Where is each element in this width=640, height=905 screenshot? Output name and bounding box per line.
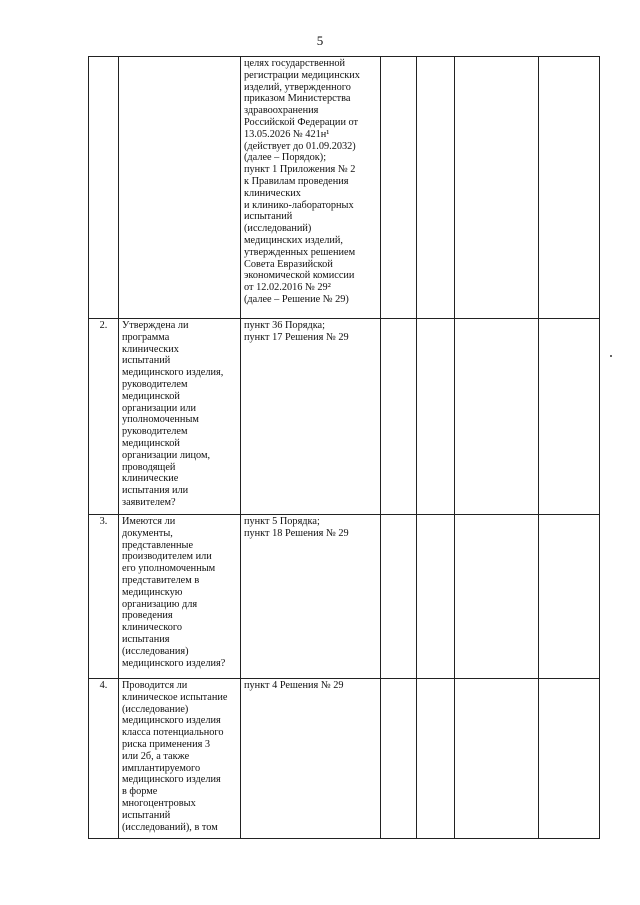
question-line: многоцентровых xyxy=(122,797,196,809)
question-line: заявителем? xyxy=(122,496,176,508)
question-line: клиническое испытание xyxy=(122,691,228,703)
question-line: испытаний xyxy=(122,355,171,367)
question-line: организации или xyxy=(122,402,197,414)
reference-line: (далее – Решение № 29) xyxy=(244,293,349,305)
reference-cell xyxy=(241,679,381,839)
question-line: медицинскую xyxy=(122,586,183,598)
reference-line: медицинских изделий, xyxy=(244,234,343,246)
reference-line: Совета Евразийской xyxy=(244,258,333,270)
question-line: организации лицом, xyxy=(122,449,211,461)
question-line: (исследований), в том xyxy=(122,821,218,833)
row-number: 3. xyxy=(89,515,119,679)
reference-cell xyxy=(241,515,381,679)
question-line: уполномоченным xyxy=(122,414,199,426)
reference-line: (действует до 01.09.2032) xyxy=(244,140,356,152)
table-row xyxy=(89,57,600,319)
note-cell xyxy=(539,57,600,319)
question-line: проводящей xyxy=(122,461,176,473)
reference-line: (исследований) xyxy=(244,223,312,235)
question-line: (исследования) xyxy=(122,645,189,657)
question-line: медицинского изделия? xyxy=(122,657,226,669)
reference-line: от 12.02.2016 № 29² xyxy=(244,282,331,294)
answer-yes-cell xyxy=(381,319,417,515)
answer-yes-cell xyxy=(381,57,417,319)
reference-line: пункт 4 Решения № 29 xyxy=(244,680,344,691)
question-line: документы, xyxy=(122,527,173,539)
reference-line: регистрации медицинских xyxy=(244,69,360,81)
question-line: его уполномоченным xyxy=(122,563,216,575)
page-number: 5 xyxy=(316,33,324,48)
question-line: медицинского изделия xyxy=(122,774,221,786)
question-line: риска применения 3 xyxy=(122,738,211,750)
question-line: клинического xyxy=(122,622,182,634)
row-number: 4. xyxy=(89,679,119,839)
question-line: или 2б, а также xyxy=(122,750,190,762)
not-applicable-cell xyxy=(455,515,539,679)
question-line: клинических xyxy=(122,343,179,355)
question-cell xyxy=(119,57,241,319)
note-cell xyxy=(539,319,600,515)
reference-line: здравоохранения xyxy=(244,105,319,117)
answer-yes-cell xyxy=(381,515,417,679)
note-cell xyxy=(539,679,600,839)
question-line: Утверждена ли xyxy=(122,320,189,331)
question-line: медицинской xyxy=(122,437,180,449)
answer-no-cell xyxy=(417,515,455,679)
question-line: представленные xyxy=(122,539,194,551)
reference-line: 13.05.2026 № 421н¹ xyxy=(244,128,330,140)
not-applicable-cell xyxy=(455,319,539,515)
reference-cell xyxy=(241,57,381,319)
question-line: (исследование) xyxy=(122,703,189,715)
question-line: в форме xyxy=(122,786,158,798)
question-line: проведения xyxy=(122,610,173,622)
scan-artifact xyxy=(610,355,612,357)
reference-line: пункт 17 Решения № 29 xyxy=(244,331,349,343)
question-line: руководителем xyxy=(122,426,188,438)
reference-cell xyxy=(241,319,381,515)
reference-line: пункт 36 Порядка; xyxy=(244,320,325,331)
answer-no-cell xyxy=(417,319,455,515)
question-line: Проводится ли xyxy=(122,680,188,691)
reference-line: клинических xyxy=(244,187,301,199)
table-row xyxy=(89,679,600,839)
question-line: медицинского изделия, xyxy=(122,367,224,379)
reference-line: утвержденных решением xyxy=(244,246,356,258)
reference-line: к Правилам проведения xyxy=(244,175,349,187)
question-cell xyxy=(119,515,241,679)
answer-no-cell xyxy=(417,679,455,839)
row-number: 2. xyxy=(89,319,119,515)
question-line: программа xyxy=(122,331,170,343)
reference-line: приказом Министерства xyxy=(244,93,351,105)
table-row xyxy=(89,319,600,515)
reference-line: пункт 18 Решения № 29 xyxy=(244,527,349,539)
question-line: класса потенциального xyxy=(122,727,224,739)
answer-no-cell xyxy=(417,57,455,319)
not-applicable-cell xyxy=(455,57,539,319)
question-line: испытания или xyxy=(122,485,189,497)
question-line: руководителем xyxy=(122,378,188,390)
reference-line: (далее – Порядок); xyxy=(244,152,327,164)
question-line: медицинской xyxy=(122,390,180,402)
answer-yes-cell xyxy=(381,679,417,839)
reference-line: испытаний xyxy=(244,211,293,223)
question-cell xyxy=(119,319,241,515)
question-line: организацию для xyxy=(122,598,198,610)
reference-line: пункт 1 Приложения № 2 xyxy=(244,164,356,176)
reference-line: изделий, утвержденного xyxy=(244,81,351,93)
table-row xyxy=(89,515,600,679)
reference-line: целях государственной xyxy=(244,58,346,69)
question-line: испытаний xyxy=(122,809,171,821)
checklist-table xyxy=(88,56,600,839)
row-number xyxy=(89,57,119,319)
reference-line: и клинико-лабораторных xyxy=(244,199,354,211)
question-line: испытания xyxy=(122,633,170,645)
question-line: клинические xyxy=(122,473,179,485)
question-line: представителем в xyxy=(122,574,200,586)
question-line: Имеются ли xyxy=(122,516,176,527)
reference-line: экономической комиссии xyxy=(244,270,355,282)
reference-line: пункт 5 Порядка; xyxy=(244,516,320,527)
note-cell xyxy=(539,515,600,679)
question-line: медицинского изделия xyxy=(122,715,221,727)
not-applicable-cell xyxy=(455,679,539,839)
question-line: производителем или xyxy=(122,551,212,563)
reference-line: Российской Федерации от xyxy=(244,116,359,128)
question-line: имплантируемого xyxy=(122,762,201,774)
question-cell xyxy=(119,679,241,839)
